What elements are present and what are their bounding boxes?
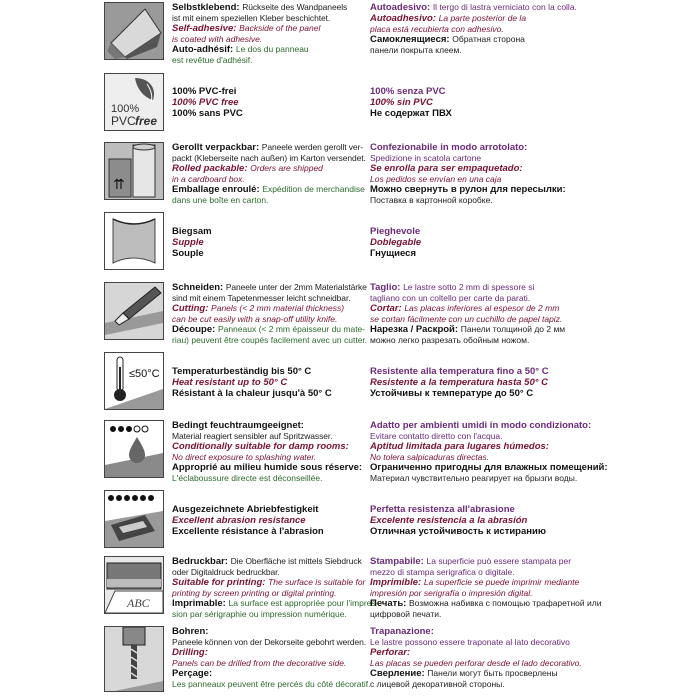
text-segment: Le lastre possono essere traponate al lato decorativo bbox=[370, 637, 570, 647]
text-segment: Il tergo di lastra verniciato con la colla. bbox=[432, 2, 577, 12]
text-segment: Самоклеящиеся: bbox=[370, 34, 453, 45]
text-segment: 100% PVC-frei bbox=[172, 86, 237, 97]
text-segment: The surface is suitable for bbox=[268, 577, 366, 587]
text-segment: Обратная сторона bbox=[452, 34, 525, 44]
text-german-english-french bbox=[172, 142, 364, 205]
text-line bbox=[172, 567, 364, 577]
text-line bbox=[370, 303, 582, 314]
text-line bbox=[370, 34, 582, 45]
text-line bbox=[370, 420, 592, 431]
text-segment: Le dos du panneau bbox=[235, 44, 309, 54]
text-segment: Pieghevole bbox=[370, 226, 421, 237]
text-italian-spanish-russian bbox=[370, 420, 608, 483]
text-segment: mezzo di stampa serigrafica o digitale. bbox=[370, 567, 515, 577]
thermometer-icon bbox=[104, 352, 164, 410]
text-segment: tagliano con un coltello per carte da parati. bbox=[370, 293, 531, 303]
text-segment: packt (Kleberseite nach außen) im Karton versendet. bbox=[172, 153, 366, 163]
text-segment: Отличная устойчивость к истиранию bbox=[370, 526, 546, 537]
text-segment: Se enrolla para ser empaquetado: bbox=[370, 163, 523, 174]
text-line bbox=[172, 452, 364, 462]
text-line bbox=[172, 226, 364, 237]
text-line bbox=[172, 324, 364, 335]
text-segment: Evitare contatto diretto con l'acqua. bbox=[370, 431, 503, 441]
text-segment: цифровой печати. bbox=[370, 609, 442, 619]
text-segment: Autoadhesivo: bbox=[370, 13, 439, 24]
text-segment: Excellente résistance à l'abrasion bbox=[172, 526, 324, 537]
text-segment: Emballage enroulé: bbox=[172, 184, 263, 195]
text-line bbox=[370, 452, 582, 462]
text-italian-spanish-russian bbox=[370, 282, 582, 345]
text-line bbox=[172, 637, 367, 647]
text-segment: Aptitud limitada para lugares húmedos: bbox=[370, 441, 549, 452]
text-line bbox=[370, 526, 582, 537]
text-line bbox=[172, 248, 364, 259]
text-line bbox=[370, 504, 582, 515]
text-line bbox=[172, 153, 364, 163]
text-line bbox=[370, 45, 582, 55]
text-segment: Панели могут быть просверлены bbox=[427, 668, 558, 678]
text-line bbox=[370, 441, 582, 452]
text-segment: Expédition de merchandise bbox=[262, 184, 365, 194]
text-german-english-french bbox=[172, 366, 364, 399]
text-line bbox=[172, 679, 371, 689]
text-line bbox=[370, 577, 582, 588]
text-italian-spanish-russian bbox=[370, 142, 582, 205]
text-segment: Excellent abrasion resistance bbox=[172, 515, 306, 526]
text-segment: is coated with adhesive. bbox=[172, 34, 263, 44]
text-line bbox=[370, 609, 582, 619]
text-line bbox=[172, 44, 364, 55]
text-german-english-french bbox=[172, 226, 364, 259]
text-segment: Drilling: bbox=[172, 647, 208, 658]
text-segment: Autoadesivo: bbox=[370, 2, 433, 13]
text-segment: La superficie se puede imprimir mediante bbox=[423, 577, 580, 587]
text-german-english-french bbox=[172, 556, 379, 619]
text-segment: Материал чувствительно реагирует на брызги воды. bbox=[370, 473, 578, 483]
text-line bbox=[370, 24, 582, 34]
text-segment: Perçage: bbox=[172, 668, 213, 679]
text-segment: Le lastre sotto 2 mm di spessore si bbox=[403, 282, 535, 292]
text-segment: Imprimable: bbox=[172, 598, 229, 609]
text-segment: est revêtue d'adhésif. bbox=[172, 55, 253, 65]
text-segment: Возможна набивка с помощью трафаретной или bbox=[408, 598, 602, 608]
text-segment: Bedingt feuchtraumgeeignet: bbox=[172, 420, 304, 431]
text-segment: La surface est appropriée pour l'impres- bbox=[228, 598, 379, 608]
text-line bbox=[370, 335, 582, 345]
text-line bbox=[370, 668, 582, 679]
text-segment: sind mit einem Tapetenmesser leicht schneidbar. bbox=[172, 293, 351, 303]
text-line bbox=[370, 293, 582, 303]
text-line bbox=[172, 504, 364, 515]
text-segment: Cortar: bbox=[370, 303, 405, 314]
text-line bbox=[370, 431, 582, 441]
text-segment: Conditionally suitable for damp rooms: bbox=[172, 441, 349, 452]
text-segment: riau) peuvent être coupés facilement avec un cutter. bbox=[172, 335, 368, 345]
text-segment: Resistente a la temperatura hasta 50° C bbox=[370, 377, 549, 388]
pvc-free-leaf-icon bbox=[104, 73, 164, 131]
text-segment: Ограниченно пригодны для влажных помещений: bbox=[370, 462, 608, 473]
text-segment: se cortan fácilmente con un cuchillo de papel tapiz. bbox=[370, 314, 563, 324]
text-line bbox=[172, 473, 364, 483]
text-italian-spanish-russian bbox=[370, 86, 582, 119]
text-line bbox=[370, 282, 582, 293]
text-segment: Paneele unter der 2mm Materialstärke bbox=[225, 282, 367, 292]
text-segment: Doblegable bbox=[370, 237, 422, 248]
print-sample-text: ABC bbox=[127, 596, 150, 610]
text-line bbox=[370, 473, 582, 483]
text-segment: impresión por serigrafía o impresión digital. bbox=[370, 588, 533, 598]
abrasion-icon bbox=[104, 490, 164, 548]
text-line bbox=[172, 55, 364, 65]
text-line bbox=[172, 526, 364, 537]
text-line bbox=[370, 163, 582, 174]
text-line bbox=[370, 626, 582, 637]
text-segment: Bohren: bbox=[172, 626, 209, 637]
text-segment: Los pedidos se envían en una caja bbox=[370, 174, 502, 184]
text-segment: 100% PVC free bbox=[172, 97, 239, 108]
text-segment: Bedruckbar: bbox=[172, 556, 231, 567]
text-line bbox=[172, 431, 364, 441]
text-line bbox=[172, 441, 364, 452]
text-segment: Gerollt verpackbar: bbox=[172, 142, 262, 153]
text-segment: Нарезка / Раскрой: bbox=[370, 324, 461, 335]
text-segment: Perforar: bbox=[370, 647, 411, 658]
text-line bbox=[370, 377, 582, 388]
text-segment: Temperaturbeständig bis 50° C bbox=[172, 366, 312, 377]
text-line bbox=[172, 388, 364, 399]
text-segment: Souple bbox=[172, 248, 204, 259]
text-segment: Taglio: bbox=[370, 282, 404, 293]
text-segment: Resistente alla temperatura fino a 50° C bbox=[370, 366, 549, 377]
text-segment: Panels can be drilled from the decorative side. bbox=[172, 658, 347, 668]
text-line bbox=[172, 174, 364, 184]
text-line bbox=[172, 34, 364, 44]
text-line bbox=[370, 237, 582, 248]
text-segment: oder Digitaldruck bedruckbar. bbox=[172, 567, 280, 577]
text-line bbox=[172, 609, 364, 619]
text-line bbox=[370, 108, 582, 119]
text-segment: Backside of the panel bbox=[239, 23, 321, 33]
text-line bbox=[370, 598, 602, 609]
text-german-english-french bbox=[172, 86, 364, 119]
text-line bbox=[370, 2, 582, 13]
text-line bbox=[370, 184, 582, 195]
text-line bbox=[370, 97, 582, 108]
pvc-text: PVC bbox=[111, 114, 136, 128]
text-segment: Les panneaux peuvent être percés du côté décoratif. bbox=[172, 679, 371, 689]
text-line bbox=[172, 108, 364, 119]
text-segment: Suitable for printing: bbox=[172, 577, 269, 588]
drill-icon bbox=[104, 626, 164, 692]
printing-icon bbox=[104, 556, 164, 614]
text-segment: ist mit einem speziellen Kleber beschichtet. bbox=[172, 13, 331, 23]
text-german-english-french bbox=[172, 420, 364, 483]
text-line bbox=[172, 23, 364, 34]
text-line bbox=[172, 142, 364, 153]
text-line bbox=[172, 163, 364, 174]
text-line bbox=[172, 462, 364, 473]
text-segment: Stampabile: bbox=[370, 556, 427, 567]
text-segment: L'éclaboussure directe est déconseillée. bbox=[172, 473, 323, 483]
text-line bbox=[172, 303, 364, 314]
text-line bbox=[172, 237, 364, 248]
adhesive-peel-icon bbox=[104, 2, 164, 60]
text-line bbox=[172, 626, 364, 637]
text-segment: с лицевой декоративной стороны. bbox=[370, 679, 505, 689]
water-drop-icon bbox=[104, 420, 164, 478]
text-segment: Adatto per ambienti umidi in modo condizionato: bbox=[370, 420, 592, 431]
text-line bbox=[370, 556, 582, 567]
text-italian-spanish-russian bbox=[370, 2, 582, 55]
text-line bbox=[370, 13, 582, 24]
text-line bbox=[172, 668, 364, 679]
text-line bbox=[172, 598, 379, 609]
text-line bbox=[172, 13, 364, 23]
text-segment: No direct exposure to splashing water. bbox=[172, 452, 317, 462]
text-line bbox=[370, 174, 582, 184]
text-line bbox=[370, 515, 582, 526]
text-line bbox=[172, 658, 364, 668]
pvc-percent-text: 100% bbox=[111, 103, 140, 115]
cutter-knife-icon bbox=[104, 282, 164, 340]
text-italian-spanish-russian bbox=[370, 366, 582, 399]
text-segment: can be cut easily with a snap-off utility knife. bbox=[172, 314, 338, 324]
text-segment: панели покрыта клеем. bbox=[370, 45, 462, 55]
text-line bbox=[172, 195, 364, 205]
text-segment: Résistant à la chaleur jusqu'à 50° C bbox=[172, 388, 332, 399]
text-line bbox=[370, 226, 582, 237]
text-line bbox=[172, 2, 364, 13]
text-line bbox=[370, 142, 582, 153]
text-segment: sion par sérigraphie ou impression numérique. bbox=[172, 609, 347, 619]
text-line bbox=[370, 567, 582, 577]
text-segment: Las placas se pueden perforar desde el lado decorativo. bbox=[370, 658, 582, 668]
text-segment: Paneele werden gerollt ver- bbox=[261, 142, 364, 152]
text-segment: Гнущиеся bbox=[370, 248, 417, 259]
text-segment: Ausgezeichnete Abriebfestigkeit bbox=[172, 504, 319, 515]
text-segment: Rückseite des Wandpaneels bbox=[242, 2, 348, 12]
text-segment: Paneele können von der Dekorseite gebohrt werden. bbox=[172, 637, 367, 647]
text-segment: Orders are shipped bbox=[250, 163, 323, 173]
text-segment: Die Oberfläche ist mittels Siebdruck bbox=[230, 556, 362, 566]
text-segment: Heat resistant up to 50° C bbox=[172, 377, 288, 388]
text-line bbox=[172, 86, 364, 97]
text-line bbox=[370, 679, 582, 689]
text-segment: Excelente resistencia a la abrasión bbox=[370, 515, 528, 526]
text-line bbox=[172, 420, 364, 431]
text-segment: Поставка в картонной коробке. bbox=[370, 195, 493, 205]
text-line bbox=[370, 195, 582, 205]
rolled-box-icon bbox=[104, 142, 164, 200]
text-segment: Panneaux (< 2 mm épaisseur du mate- bbox=[217, 324, 366, 334]
text-line bbox=[172, 556, 364, 567]
text-italian-spanish-russian bbox=[370, 226, 582, 259]
text-segment: Trapanazione: bbox=[370, 626, 434, 637]
text-line bbox=[370, 366, 582, 377]
text-segment: Панели толщиной до 2 мм bbox=[460, 324, 566, 334]
text-segment: Perfetta resistenza all'abrasione bbox=[370, 504, 515, 515]
text-line bbox=[172, 97, 364, 108]
text-segment: Можно свернуть в рулон для пересылки: bbox=[370, 184, 566, 195]
text-segment: Spedizione in scatola cartone bbox=[370, 153, 482, 163]
text-line bbox=[172, 647, 364, 658]
text-segment: Découpe: bbox=[172, 324, 218, 335]
text-german-english-french bbox=[172, 504, 364, 537]
text-line bbox=[172, 314, 364, 324]
text-german-english-french bbox=[172, 282, 368, 345]
text-segment: printing by screen printing or digital printing. bbox=[172, 588, 337, 598]
text-segment: Auto-adhésif: bbox=[172, 44, 236, 55]
text-line bbox=[370, 388, 582, 399]
text-segment: Panels (< 2 mm material thickness) bbox=[211, 303, 345, 313]
text-segment: Biegsam bbox=[172, 226, 212, 237]
text-italian-spanish-russian bbox=[370, 626, 582, 689]
text-line bbox=[172, 293, 364, 303]
svg-text:⇈: ⇈ bbox=[113, 177, 125, 193]
flexible-panel-icon bbox=[104, 212, 164, 270]
text-line bbox=[370, 658, 582, 668]
text-line bbox=[370, 462, 608, 473]
text-line bbox=[370, 153, 582, 163]
text-segment: 100% sin PVC bbox=[370, 97, 433, 108]
text-segment: Rolled packable: bbox=[172, 163, 251, 174]
text-segment: Печать: bbox=[370, 598, 409, 609]
text-line bbox=[370, 86, 582, 97]
text-segment: Self-adhesive: bbox=[172, 23, 240, 34]
text-segment: Не содержат ПВХ bbox=[370, 108, 452, 119]
text-segment: Imprimible: bbox=[370, 577, 424, 588]
text-line bbox=[172, 282, 367, 293]
text-segment: Confezionabile in modo arrotolato: bbox=[370, 142, 528, 153]
text-line bbox=[172, 515, 364, 526]
text-segment: можно легко разрезать обойным ножом. bbox=[370, 335, 530, 345]
text-italian-spanish-russian bbox=[370, 556, 602, 619]
text-line bbox=[172, 335, 368, 345]
text-line bbox=[172, 366, 364, 377]
text-line bbox=[370, 248, 582, 259]
text-segment: Cutting: bbox=[172, 303, 212, 314]
text-segment: Selbstklebend: bbox=[172, 2, 243, 13]
text-segment: Las placas inferiores al espesor de 2 mm bbox=[404, 303, 560, 313]
free-text: free bbox=[135, 114, 158, 128]
text-segment: Material reagiert sensibler auf Spritzwasser. bbox=[172, 431, 333, 441]
text-segment: Устойчивы к температуре до 50° C bbox=[370, 388, 534, 399]
text-line bbox=[172, 588, 364, 598]
text-line bbox=[370, 647, 582, 658]
text-segment: La superficie può essere stampata per bbox=[426, 556, 572, 566]
text-segment: 100% senza PVC bbox=[370, 86, 446, 97]
text-line bbox=[370, 314, 582, 324]
text-line bbox=[172, 184, 364, 195]
text-line bbox=[370, 588, 582, 598]
text-segment: Schneiden: bbox=[172, 282, 226, 293]
text-segment: Approprié au milieu humide sous réserve: bbox=[172, 462, 363, 473]
text-segment: placa está recubierta con adhesivo. bbox=[370, 24, 504, 34]
text-italian-spanish-russian bbox=[370, 504, 582, 537]
text-segment: in a cardboard box. bbox=[172, 174, 245, 184]
text-segment: La parte posterior de la bbox=[438, 13, 527, 23]
text-segment: Supple bbox=[172, 237, 204, 248]
text-german-english-french bbox=[172, 2, 364, 65]
text-segment: 100% sans PVC bbox=[172, 108, 243, 119]
text-line bbox=[172, 577, 364, 588]
text-line bbox=[370, 324, 582, 335]
text-segment: dans une boîte en carton. bbox=[172, 195, 269, 205]
text-line bbox=[172, 377, 364, 388]
text-segment: Сверление: bbox=[370, 668, 428, 679]
text-segment: No tolera salpicaduras directas. bbox=[370, 452, 490, 462]
text-line bbox=[370, 637, 582, 647]
text-german-english-french bbox=[172, 626, 371, 689]
temp-label: ≤50°C bbox=[129, 368, 160, 380]
